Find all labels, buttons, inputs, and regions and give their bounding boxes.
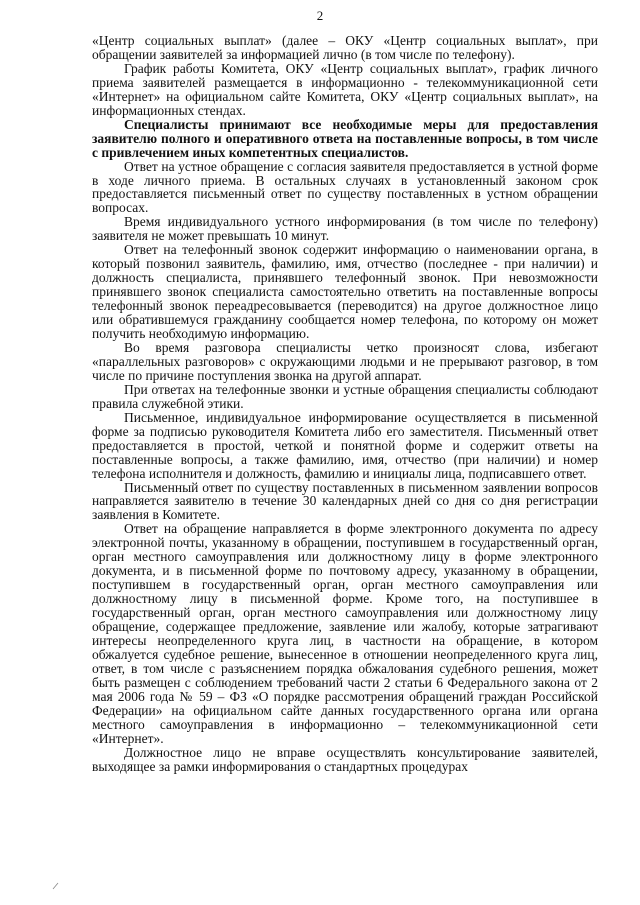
- paragraph-12: Должностное лицо не вправе осуществлять консультирование заявителей, выходящее за рамки информирования о стандартных процедурах: [92, 744, 598, 774]
- paragraph-10: Письменный ответ по существу поставленных в письменном заявлении вопросов направляется заявителю в течение 30 календарных дней со дня со дня регистрации заявления в Комитете.: [92, 479, 598, 523]
- page-number: 2: [316, 8, 324, 23]
- document-body: [92, 34, 598, 774]
- paragraph-9: Письменное, индивидуальное информирование осуществляется в письменной форме за подписью руководителя Комитета либо его заместителя. Письменный ответ предоставляется в простой, четкой и понятной форме и содержит ответы на поставленные вопросы, а также фамилию, имя, отчество (при наличии) и номер телефона исполнителя и должность, фамилию и инициалы лица, подписавшего ответ.: [92, 409, 598, 481]
- paragraph-11: Ответ на обращение направляется в форме электронного документа по адресу электронной почты, указанному в обращении, поступившем в государственный орган, орган местного самоуправления или должностному лицу в форме электронного документа, и в письменной форме по почтовому адресу, указанному в обращении, поступившем в государственный орган, орган местного самоуправления или должностному лицу в письменной форме. Кроме того, на поступившее в государственный орган, орган местного самоуправления или должностному лицу обращение, содержащее предложение, заявление или жалобу, которые затрагивают интересы неопределенного круга лиц, в частности на обращение, в котором обжалуется судебное решение, вынесенное в отношении неопределенного круга лиц, ответ, в том числе с разъяснением порядка обжалования судебного решения, может быть размещен с соблюдением требований части 2 статьи 6 Федерального закона от 2 мая 2006 года № 59 – ФЗ «О порядке рассмотрения обращений граждан Российской Федерации» на официальном сайте данных государственного органа или органа местного самоуправления в информационно – телекоммуникационной сети «Интернет».: [92, 521, 598, 746]
- paragraph-3: Специалисты принимают все необходимые меры для предоставления заявителю полного и оперативного ответа на поставленные вопросы, в том числе с привлечением иных компетентных специалистов.: [92, 116, 598, 160]
- paragraph-8: При ответах на телефонные звонки и устные обращения специалисты соблюдают правила служебной этики.: [92, 381, 598, 411]
- paragraph-2: График работы Комитета, ОКУ «Центр социальных выплат», график личного приема заявителей размещается в информационно - телекоммуникационной сети «Интернет» на официальном сайте Комитета, ОКУ «Центр социальных выплат», на информационных стендах.: [92, 60, 598, 118]
- paragraph-1: «Центр социальных выплат» (далее – ОКУ «Центр социальных выплат», при обращении заявителей за информацией лично (в том числе по телефону).: [92, 33, 598, 62]
- paragraph-4: Ответ на устное обращение с согласия заявителя предоставляется в устной форме в ходе личного приема. В остальных случаях в установленный законом срок предоставляется письменный ответ по существу поставленных в устном обращении вопросах.: [92, 158, 598, 216]
- paragraph-6: Ответ на телефонный звонок содержит информацию о наименовании органа, в который позвонил заявитель, фамилию, имя, отчество (последнее - при наличии) и должность специалиста, принявшего телефонный звонок. При невозможности принявшего звонок специалиста самостоятельно ответить на поставленные вопросы телефонный звонок переадресовывается (переводится) на другое должностное лицо или обратившемуся гражданину сообщается номер телефона, по которому он может получить необходимую информацию.: [92, 242, 598, 342]
- paragraph-5: Время индивидуального устного информирования (в том числе по телефону) заявителя не может превышать 10 минут.: [92, 214, 598, 244]
- paragraph-7: Во время разговора специалисты четко произносят слова, избегают «параллельных разговоров» с окружающими людьми и не прерывают разговор, в том числе по причине поступления звонка на другой аппарат.: [92, 339, 598, 383]
- scan-mark: [52, 880, 66, 890]
